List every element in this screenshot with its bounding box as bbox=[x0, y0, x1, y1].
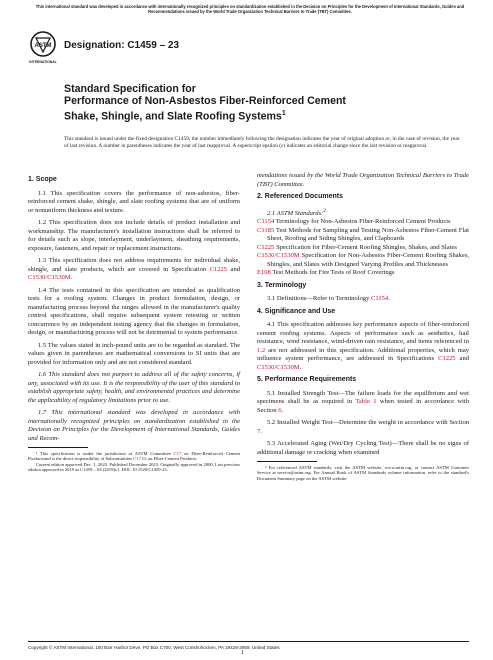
reference-code-link[interactable]: C1225 bbox=[257, 243, 275, 251]
link-c1225-b[interactable]: C1225 bbox=[438, 355, 456, 363]
link-table-1[interactable]: Table 1 bbox=[355, 398, 377, 406]
reference-code-link[interactable]: E108 bbox=[257, 269, 271, 277]
para-4-1-text-b: are not addressed in this specification. Additional properties, which may influence system performance, are addressed in Specifications bbox=[257, 346, 469, 363]
reference-code-link[interactable]: C1530/C1530M bbox=[257, 252, 300, 260]
para-4-1-and: and bbox=[455, 355, 469, 363]
para-1-3-end: . bbox=[70, 274, 73, 281]
copyright-line: Copyright © ASTM International, 100 Barr Harbor Drive, PO Box C700, West Conshohocken, PA 19428-2959. United States bbox=[28, 645, 280, 650]
reference-code-link[interactable]: C1185 bbox=[257, 226, 275, 234]
reference-item bbox=[257, 269, 469, 278]
standard-title bbox=[64, 83, 464, 123]
footnote-rule-2 bbox=[257, 461, 317, 462]
para-1-4: 1.4 The tests contained in this specification are intended as qualification tests for a roofing system. Changes in product formulation, design, or manufacturing process beyond the ranges allowed in the manufacturer's quality control specifications, shall require subsequent system retesting or written concurrence by an independent testing agency that the changes in formulation, design, or manufacturing process will not be detrimental to system performance. bbox=[28, 286, 240, 336]
scope-heading: 1. Scope bbox=[28, 176, 57, 183]
para-1-1: 1.1 This specification covers the performance of non-asbestos, fiber-reinforced cement shake, shingle, and slate roofing systems that are of uniform or nonuniform thickness and texture. bbox=[28, 189, 240, 214]
reference-list bbox=[257, 218, 469, 278]
reference-title: Specification for Non-Asbestos Fiber-Cement Roofing Shakes, Shingles, and Slates with Designed Varying Profiles and Thicknesses bbox=[267, 252, 469, 268]
link-c1154[interactable]: C1154 bbox=[370, 295, 389, 303]
para-4-1-end: . bbox=[299, 363, 302, 371]
link-c1702[interactable]: C17.02 bbox=[133, 456, 147, 462]
designation: Designation: C1459 – 23 bbox=[64, 40, 180, 51]
para-4-1 bbox=[257, 321, 469, 372]
astm-logo bbox=[28, 30, 58, 68]
performance-heading: 5. Performance Requirements bbox=[257, 376, 357, 384]
link-section-6[interactable]: 6 bbox=[278, 406, 282, 414]
reference-item bbox=[257, 227, 469, 244]
title-line-3-text: Shake, Shingle, and Slate Roofing Systems bbox=[64, 110, 282, 123]
title-line-3 bbox=[64, 108, 464, 123]
para-5-2-end: . bbox=[260, 427, 262, 435]
page-number: 1 bbox=[241, 650, 244, 656]
para-1-3 bbox=[28, 257, 240, 283]
footnote-rule bbox=[28, 447, 88, 448]
footnote-1-edition: Current edition approved Dec. 1, 2023. Published December 2023. Originally approved in 2000. Last previous edition approved in 2019 as C1459 – 04 (2019)ε1. DOI: 10.1520/C1459-23. bbox=[28, 461, 240, 473]
left-column bbox=[28, 172, 240, 473]
reference-title: Test Methods for Sampling and Testing Non-Asbestos Fiber-Cement Flat Sheet, Roofing and Siding Shingles, and Clapboards bbox=[267, 226, 469, 243]
tbt-notice: This international standard was developed in accordance with internationally recognized principles on standardization established in the Decision on Principles for the Development of International Standards, Guides and Recommendations issued by the World Trade Organization Technical Barriers to Trade (TBT) Committee. bbox=[35, 4, 465, 14]
para-4-1-text-a: 4.1 This specification addresses key performance aspects of fiber-reinforced cement roofing systems. Aspects of performance such as aesthetics, hail resistance, wind resistance, wind-driven rain resistance, and items referenced in bbox=[257, 321, 469, 346]
para-5-3: 5.3 Accelerated Aging (Wet/Dry Cycling Test)—There shall be no signs of additional damage or cracking when examined bbox=[257, 440, 469, 456]
para-2-1 bbox=[257, 207, 469, 219]
title-line-2: Performance of Non-Asbestos Fiber-Reinforced Cement bbox=[64, 95, 346, 108]
para-5-1-text-b: when tested in accordance with Section bbox=[257, 398, 470, 414]
link-section-7[interactable]: 7 bbox=[257, 427, 261, 435]
para-5-1-text-a: 5.1 Installed Strength Test—The failure loads for the equilibrium and wet specimens shall be as required in bbox=[257, 389, 469, 406]
referenced-documents-heading: 2. Referenced Documents bbox=[257, 193, 343, 200]
para-1-5: 1.5 The values stated in inch-pound units are to be regarded as standard. The values given in parentheses are mathematical conversions to SI units that are provided for information only and are not considered standard. bbox=[28, 341, 240, 366]
para-2-1-sup: 2 bbox=[323, 207, 326, 214]
para-3-1-end: . bbox=[388, 295, 390, 303]
para-5-1-end: . bbox=[281, 406, 284, 414]
para-1-3-and: and bbox=[227, 265, 240, 273]
link-c17[interactable]: C17 bbox=[173, 450, 182, 456]
issuance-note: This standard is issued under the fixed designation C1459; the number immediately following the designation indicates the year of original adoption or, in the case of revision, the year of last revision. A number in parentheses indicates the year of last reapproval. A superscript epsilon (ε) indicates an editorial change since the last revision or reapproval. bbox=[64, 136, 460, 149]
para-1-3-text: 1.3 This specification does not address requirements for individual shake, shingle, and slate products, which are covered in Specification bbox=[28, 257, 240, 273]
link-c1225[interactable]: C1225 bbox=[209, 265, 228, 273]
title-line-1: Standard Specification for bbox=[64, 83, 196, 95]
para-5-2-text: 5.2 Installed Weight Test—Determine the weight in accordance with Section bbox=[267, 419, 469, 427]
link-1-2[interactable]: 1.2 bbox=[257, 346, 266, 354]
para-2-1-text: 2.1 ASTM Standards: bbox=[267, 209, 324, 217]
reference-title: Test Methods for Fire Tests of Roof Coverings bbox=[270, 269, 395, 277]
logo-caption: INTERNATIONAL bbox=[29, 60, 57, 64]
link-c1530-b[interactable]: C1530/C1530M bbox=[257, 363, 300, 371]
footnote-1 bbox=[28, 451, 240, 462]
reference-code-link[interactable]: C1154 bbox=[257, 218, 275, 226]
para-3-1 bbox=[257, 295, 469, 304]
fn1-text-c: on Fiber-Cement Products. bbox=[146, 456, 198, 462]
reference-title: Terminology for Non-Asbestos Fiber-Reinforced Cement Products bbox=[274, 218, 451, 226]
title-footnote-mark: 1 bbox=[281, 109, 286, 117]
right-column bbox=[257, 172, 469, 481]
reference-title: Specification for Fiber-Cement Roofing Shingles, Shakes, and Slates bbox=[274, 243, 457, 251]
reference-item bbox=[257, 244, 469, 253]
page-footer-rule bbox=[28, 641, 469, 642]
reference-item bbox=[257, 252, 469, 269]
link-c1530[interactable]: C1530/C1530M bbox=[28, 274, 71, 281]
fn1-text-b: on Fiber-Reinforced Cement Productsand is the direct responsibility of Subcommittee bbox=[28, 450, 240, 462]
terminology-heading: 3. Terminology bbox=[257, 281, 307, 289]
para-5-2 bbox=[257, 419, 469, 436]
para-1-2: 1.2 This specification does not include details of product installation and workmanship. The manufacturer's installation instructions shall be referred to for details such as slope, interlayment, underlayment, sheathing requirements, exposure, fasteners, and repair or replacement instructions. bbox=[28, 219, 240, 252]
para-1-7: 1.7 This international standard was developed in accordance with internationally recognized principles on standardization established in the Decision on Principles for the Development of International Standards, Guides and Recom- bbox=[28, 409, 240, 442]
para-1-7-cont: mendations issued by the World Trade Organization Technical Barriers to Trade (TBT) Committee. bbox=[257, 172, 469, 188]
fn1-text-a: ¹ This specification is under the jurisdiction of ASTM Committee bbox=[36, 450, 174, 456]
svg-text:ASTM: ASTM bbox=[34, 43, 52, 49]
reference-item bbox=[257, 218, 469, 227]
significance-heading: 4. Significance and Use bbox=[257, 307, 336, 315]
para-1-6: 1.6 This standard does not purport to address all of the safety concerns, if any, associated with its use. It is the responsibility of the user of this standard to establish appropriate safety, health, and environmental practices and determine the applicability of regulatory limitations prior to use. bbox=[28, 371, 240, 404]
para-3-1-text: 3.1 Definitions—Refer to Terminology bbox=[267, 295, 371, 303]
footnote-2: ² For referenced ASTM standards, visit the ASTM website, www.astm.org, or contact ASTM Customer Service at service@astm.org. For Annual Book of ASTM Standards volume information, refer to the standard's Document Summary page on the ASTM website. bbox=[257, 464, 469, 481]
para-5-1 bbox=[257, 390, 469, 416]
